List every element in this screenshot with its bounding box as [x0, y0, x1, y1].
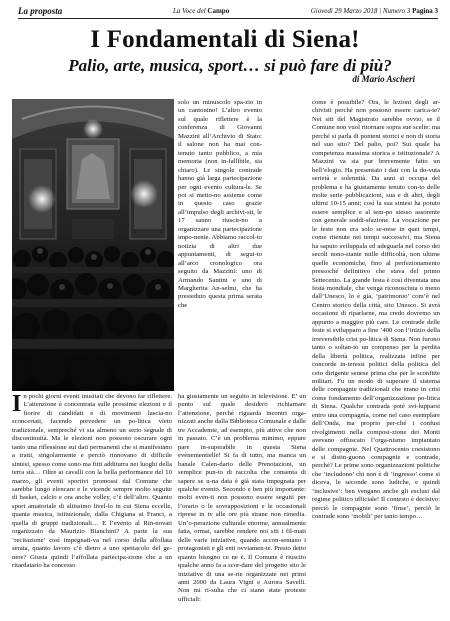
page-number: Pagina 3 [412, 7, 438, 15]
article-title: I Fondamentali di Siena! [90, 26, 360, 53]
newspaper-name [173, 4, 229, 18]
section-label: La proposta [18, 6, 63, 16]
conference-photo [12, 99, 174, 391]
issue-meta [311, 4, 438, 18]
newspaper-name-bold: Campo [207, 7, 230, 15]
article-column-2-top [178, 99, 262, 391]
newspaper-name-prefix: La Voce del [173, 7, 208, 15]
column-1-text: n pochi giorni eventi inusitati che devono far riflettere. L’attenzione è concentrata sulle prossime elezioni e il fiorire di candidati e di movimenti lascia-no sconcertati, facendo prevedere un po-litica vieto tradizionale, sempreché vi sia almeno un serio segnale di discontinuità. Ma le elezioni non possono oscurare ogni tanto una riflessione sui dati permanenti che si manifestano a tratti, singolarmente e perciò rinnovano di difficile sintesi, spesso come sono ma fitti additurra nei luoghi della terra stà… Oltre ai cavalli con la bella performance del 10 marzo, gli eventi sportivi promossi dal Comune che sarebbe lungo elencare e le vicende sempre molto seguite di basket, calcio e ora anche volley, c’è dell’altro. Quanto sport amatoriale di altissimo livel-lo in cui Siena eccelle, quanta musica, istituzionale, dalla Chigiana ai Franci, a quella di gruppi tradizionali… E l’evento al Rin-novati organizzato da Maurizio Bianchini? A parte la sua ‘recitazione’ così impegnati-va nel corso della affollata serata, quanto lavoro c’è dietro a uno spettacolo del ge-nere? Giusta quindi l’affollata partecipa-zione che a un ritardatario ha concesso [12, 393, 172, 570]
photo-illustration [12, 99, 174, 391]
column-3-text: come è possibile? Ora, le lezioni degli ar-chivisti perché non possono essere carica-te? Nei siti del Magistrato sarebbe ovvio, se il Comune non vuol ritornare sopra sue scelte: ma perché si parla di ponteni storici e non di storia nel suo sito? Del palio, poi? Sui quale ha competenza massima storica e istituzionale? A Mazzini va sia pur brevemente fatto un bell’elogio. Ha presentato i dati con la do-vuta serietà e solennità. Da anni si occupa del problema e ha giustamente tenuto con-to delle molte serie pubblicazioni, sua e di altri, degli ultimi 10-15 anni; così la sua sintesi ha potuto essere semplice e al tem-po stesso assorente con generale soddi-sfazione. La vocazione per le feste non era solo se-nese in quei tempi, come ritenute nei tempi successivi, ma Siena ha saputo sviluppala ed adeguarla nel corso dei secoli nono-stante mille difficoltà, non ultime quelle economiche, fino al perfezionamento pressoché definitivo che stava del primo Settecento. La grande festa è così diventata una festa mondiale, che venga riconosciuta o meno dall’Unesco, lo è già, ‘patrimonio’ com’è nel Centro storico della città, sito Unesco. Si avrà occasione di riparlarne, ma credo dovremo un appunto a maggior più care. Le contrade delle feste si svilupparo a fine ’400 con l’inizio della irreversibile crisi po-litica di Siena. Non furono tanto o soltan-to un compenso per la perdita della libertà politica, realizzata infine per concorde in-teressi politici della politica del ceto dirigente senese prima che per le sconfitte militari. Fu un modo di superare il sistema delle compagnie tradizionali che erano in crisi come fondamento dell’organizzazione po-litica di Siena. Qualche contrada poté svi-lupparsi entro una compagnia, come nel caso esemplare dell’Onda, ma proprio per-ché i confusi rivolgimenti nella composi-zione dei Monti avevano offuscato l’orga-nismo impiantato delle compagnie. Nel Quattrocento coesistono e si distin-guono compagnie e contrade, perché? Le prime sono organizzazioni politiche che ‘includono’ chi non è di ‘ingresso’ come si diceva, le seconde sono ludiche, e quindi ‘inclusive’: ben vengano anche gli esclusi dal regime politico ufficiale! Il contesto è decisivo: perciò le compagnie sono ‘finse’, perciò le contrade sono ‘mobili’ per tanto tempo… [312, 99, 440, 521]
column-2-top-text: solo un minuscolo spa-zio in un cantonino! L’altro evento sul quale riflettere è la conferenza di Giovanni Mazzini all’Archivio di Stato: il salone non ha mai con-tenuto tanto pubblico, a mia memoria (non in-fallibile, sia chiaro). Le singole contrade hanno già larga partecipazione per ogni evento cultura-le. Se poi si metto-no assieme come in questo caso grazie all’impulso degli archivi-sti, le 17 sanno riuscir-no a organizzare una partecipazione impo-nente. Abbiamo raccol-to notizia di altri due appuntamenti, di segui-to all’arco cronologico ora seguito da Mazzini: uno di Armando Santini e uno di Margherita An-selmi, che ha presieduto questa prima serata che [178, 99, 262, 309]
article-column-2-bottom [178, 393, 306, 621]
column-2-bottom-text: ha giustamente un seguito in televisione. E’ un punto sul quale desidero richiamare l’attenzione, perché riguarda incontri orga-nizzati anche dalla Biblioteca Comunale e dalle tre Accademie, ad esempio, più attive che non in passato. C’è un problema minimo, eppure pare in-superabile in questa Siena evènementielle! Si fa di tutto, ma manca un banale Calen-dario delle Prenotazioni, un semplice pun-to di raccolta che consenta di sapere se u-na data è già stata impegnata per qualche evento. Secondo e ben più importante: molti even-ti non possono essere seguiti per l’orario o le sovrapposizioni e le occasionali riprese in tv alle ore più strane non rimedia. Un’o-perazione culturale enorme, annualmente fatta, ormai, sarebbe rendere noi siti i fil-mati delle varie iniziative, quando accon-sentano i protagonisti e gli enti ovviamen-te. Presto detto quanto bisogno ce ne è. Il Comune è riuscito qualche anno fa a scor-dare del progetto sito le iniziative di una se-rie organizzate nei primi anni 2000 da Laura Vigni e Aurora Savelli. Non mi ri-sulta che ci siano state proteste ufficiali: [178, 393, 306, 603]
issue-date-number: Giovedì 29 Marzo 2018 | Numero 3 [310, 7, 413, 15]
page-header [18, 4, 438, 19]
article-column-1 [12, 393, 172, 621]
article-subtitle: Palio, arte, musica, sport… si può fare di più? [68, 56, 392, 75]
article-column-3 [312, 99, 440, 621]
drop-cap-letter: I [12, 393, 22, 417]
byline: di Mario Ascheri [352, 74, 415, 84]
